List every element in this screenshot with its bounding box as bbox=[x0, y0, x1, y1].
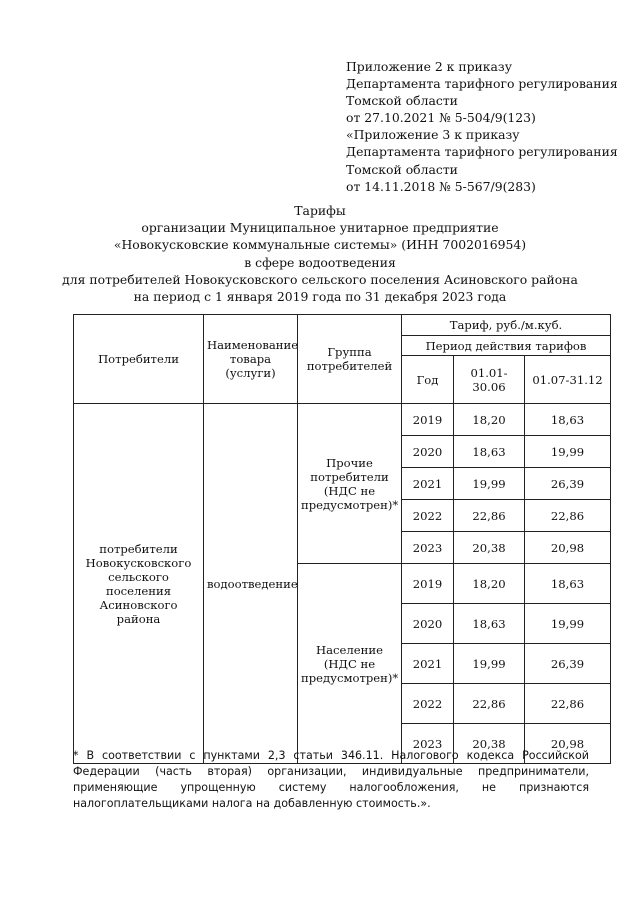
header-line: «Приложение 3 к приказу bbox=[346, 127, 520, 143]
header-line: от 27.10.2021 № 5-504/9(123) bbox=[346, 110, 536, 126]
tariff-h1-cell: 19,99 bbox=[454, 644, 525, 684]
tariff-h2-cell: 19,99 bbox=[525, 604, 611, 644]
header-line: Департамента тарифного регулирования bbox=[346, 144, 618, 160]
title-line: Тарифы bbox=[294, 203, 346, 218]
year-cell: 2022 bbox=[402, 684, 454, 724]
document-title bbox=[0, 202, 640, 305]
order-header bbox=[346, 58, 636, 195]
tariff-table bbox=[73, 314, 611, 764]
year-cell: 2019 bbox=[402, 564, 454, 604]
title-line: «Новокусковские коммунальные системы» (ИНН 7002016954) bbox=[113, 237, 527, 253]
header-service: Наименование товара (услуги) bbox=[204, 315, 298, 404]
header-tariff: Тариф, руб./м.куб. bbox=[402, 315, 611, 336]
tariff-h2-cell: 26,39 bbox=[525, 644, 611, 684]
tariff-h2-cell: 22,86 bbox=[525, 684, 611, 724]
title-line: в сфере водоотведения bbox=[244, 254, 396, 270]
year-cell: 2020 bbox=[402, 436, 454, 468]
title-line: для потребителей Новокусковского сельского поселения Асиновского района bbox=[62, 271, 578, 287]
tariff-h2-cell: 18,63 bbox=[525, 564, 611, 604]
header-line: Томской области bbox=[346, 161, 458, 177]
tariff-h2-cell: 19,99 bbox=[525, 436, 611, 468]
tariff-h1-cell: 22,86 bbox=[454, 500, 525, 532]
service-cell: водоотведение bbox=[204, 404, 298, 764]
header-line: от 14.11.2018 № 5-567/9(283) bbox=[346, 178, 536, 194]
tariff-h2-cell: 20,98 bbox=[525, 724, 611, 764]
tariff-h1-cell: 19,99 bbox=[454, 468, 525, 500]
year-cell: 2022 bbox=[402, 500, 454, 532]
tariff-h1-cell: 18,20 bbox=[454, 404, 525, 436]
header-consumers: Потребители bbox=[74, 315, 204, 404]
year-cell: 2021 bbox=[402, 644, 454, 684]
group-cell: Прочие потребители (НДС не предусмотрен)* bbox=[298, 404, 402, 564]
tariff-h1-cell: 22,86 bbox=[454, 684, 525, 724]
consumer-cell: потребители Новокусковского сельского поселения Асиновского района bbox=[74, 404, 204, 764]
year-cell: 2021 bbox=[402, 468, 454, 500]
year-cell: 2023 bbox=[402, 532, 454, 564]
header-year: Год bbox=[402, 356, 454, 404]
header-line: Томской области bbox=[346, 93, 458, 109]
group-cell: Население (НДС не предусмотрен)* bbox=[298, 564, 402, 764]
tariff-h2-cell: 26,39 bbox=[525, 468, 611, 500]
header-half1: 01.01-30.06 bbox=[454, 356, 525, 404]
tariff-h1-cell: 18,63 bbox=[454, 604, 525, 644]
year-cell: 2023 bbox=[402, 724, 454, 764]
header-line: Приложение 2 к приказу bbox=[346, 59, 512, 74]
tariff-h1-cell: 20,38 bbox=[454, 532, 525, 564]
year-cell: 2019 bbox=[402, 404, 454, 436]
header-line: Департамента тарифного регулирования bbox=[346, 76, 618, 92]
title-line: на период с 1 января 2019 года по 31 декабря 2023 года bbox=[133, 289, 507, 305]
year-cell: 2020 bbox=[402, 604, 454, 644]
tariff-h1-cell: 20,38 bbox=[454, 724, 525, 764]
header-half2: 01.07-31.12 bbox=[525, 356, 611, 404]
title-line: организации Муниципальное унитарное предприятие bbox=[141, 220, 499, 236]
tariff-h2-cell: 22,86 bbox=[525, 500, 611, 532]
tariff-h2-cell: 20,98 bbox=[525, 532, 611, 564]
footnote: * В соответствии с пунктами 2,3 статьи 346.11. Налогового кодекса Российской Федерации (часть вторая) организации, индивидуальные предприниматели, применяющие упрощенную систему налогообложения, не признаются налогоплательщиками налога на добавленную стоимость.». bbox=[73, 749, 589, 810]
header-period: Период действия тарифов bbox=[402, 336, 611, 356]
tariff-h1-cell: 18,20 bbox=[454, 564, 525, 604]
tariff-h2-cell: 18,63 bbox=[525, 404, 611, 436]
header-group: Группа потребителей bbox=[298, 315, 402, 404]
tariff-h1-cell: 18,63 bbox=[454, 436, 525, 468]
